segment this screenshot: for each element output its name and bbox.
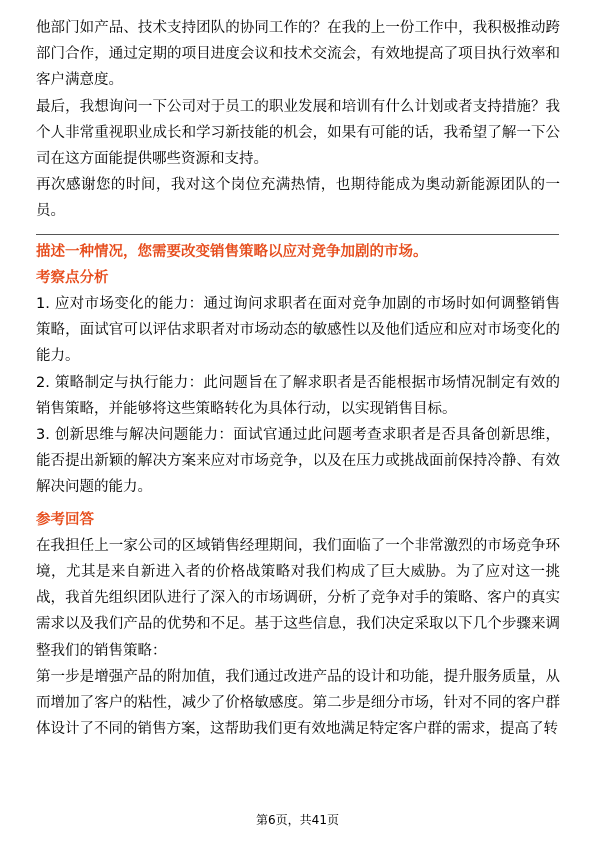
answer-paragraph: 在我担任上一家公司的区域销售经理期间，我们面临了一个非常激烈的市场竞争环境，尤其是来自新进入者的价格战策略对我们构成了巨大威胁。为了应对这一挑战，我首先组织团队进行了深入的市场调研，分析了竞争对手的策略、客户的真实需求以及我们产品的优势和不足。基于这些信息，我们决定采取以下几个步骤来调整我们的销售策略： [36, 537, 560, 659]
intro-paragraph: 他部门如产品、技术支持团队的协同工作的？在我的上一份工作中，我积极推动跨部门合作，通过定期的项目进度会议和技术交流会，有效地提高了项目执行效率和客户满意度。 [36, 20, 560, 89]
question-title: 描述一种情况，您需要改变销售策略以应对竞争加剧的市场。 [36, 243, 428, 260]
analysis-item: 1. 应对市场变化的能力：通过询问求职者在面对竞争加剧的市场时如何调整销售策略，面试官可以评估求职者对市场动态的敏感性以及他们适应和应对市场变化的能力。 [36, 296, 560, 365]
analysis-heading: 考察点分析 [36, 269, 109, 286]
intro-paragraph: 最后，我想询问一下公司对于员工的职业发展和培训有什么计划或者支持措施？我个人非常重视职业成长和学习新技能的机会，如果有可能的话，我希望了解一下公司在这方面能提供哪些资源和支持。 [36, 98, 560, 168]
analysis-item: 2. 策略制定与执行能力：此问题旨在了解求职者是否能根据市场情况制定有效的销售策略，并能够将这些策略转化为具体行动，以实现销售目标。 [36, 374, 560, 417]
page-number-footer: 第6页，共41页 [256, 813, 339, 827]
page-content [36, 15, 560, 742]
analysis-item: 3. 创新思维与解决问题能力：面试官通过此问题考查求职者是否具备创新思维，能否提出新颖的解决方案来应对市场竞争，以及在压力或挑战面前保持冷静、有效解决问题的能力。 [36, 427, 560, 496]
answer-paragraph: 第一步是增强产品的附加值，我们通过改进产品的设计和功能，提升服务质量，从而增加了客户的粘性，减少了价格敏感度。第二步是细分市场，针对不同的客户群体设计了不同的销售方案，这帮助我们更有效地满足特定客户群的需求，提高了转 [36, 668, 560, 738]
answer-heading: 参考回答 [36, 511, 94, 528]
intro-paragraph: 再次感谢您的时间，我对这个岗位充满热情，也期待能成为奥动新能源团队的一员。 [36, 177, 560, 220]
section-divider [36, 234, 559, 235]
